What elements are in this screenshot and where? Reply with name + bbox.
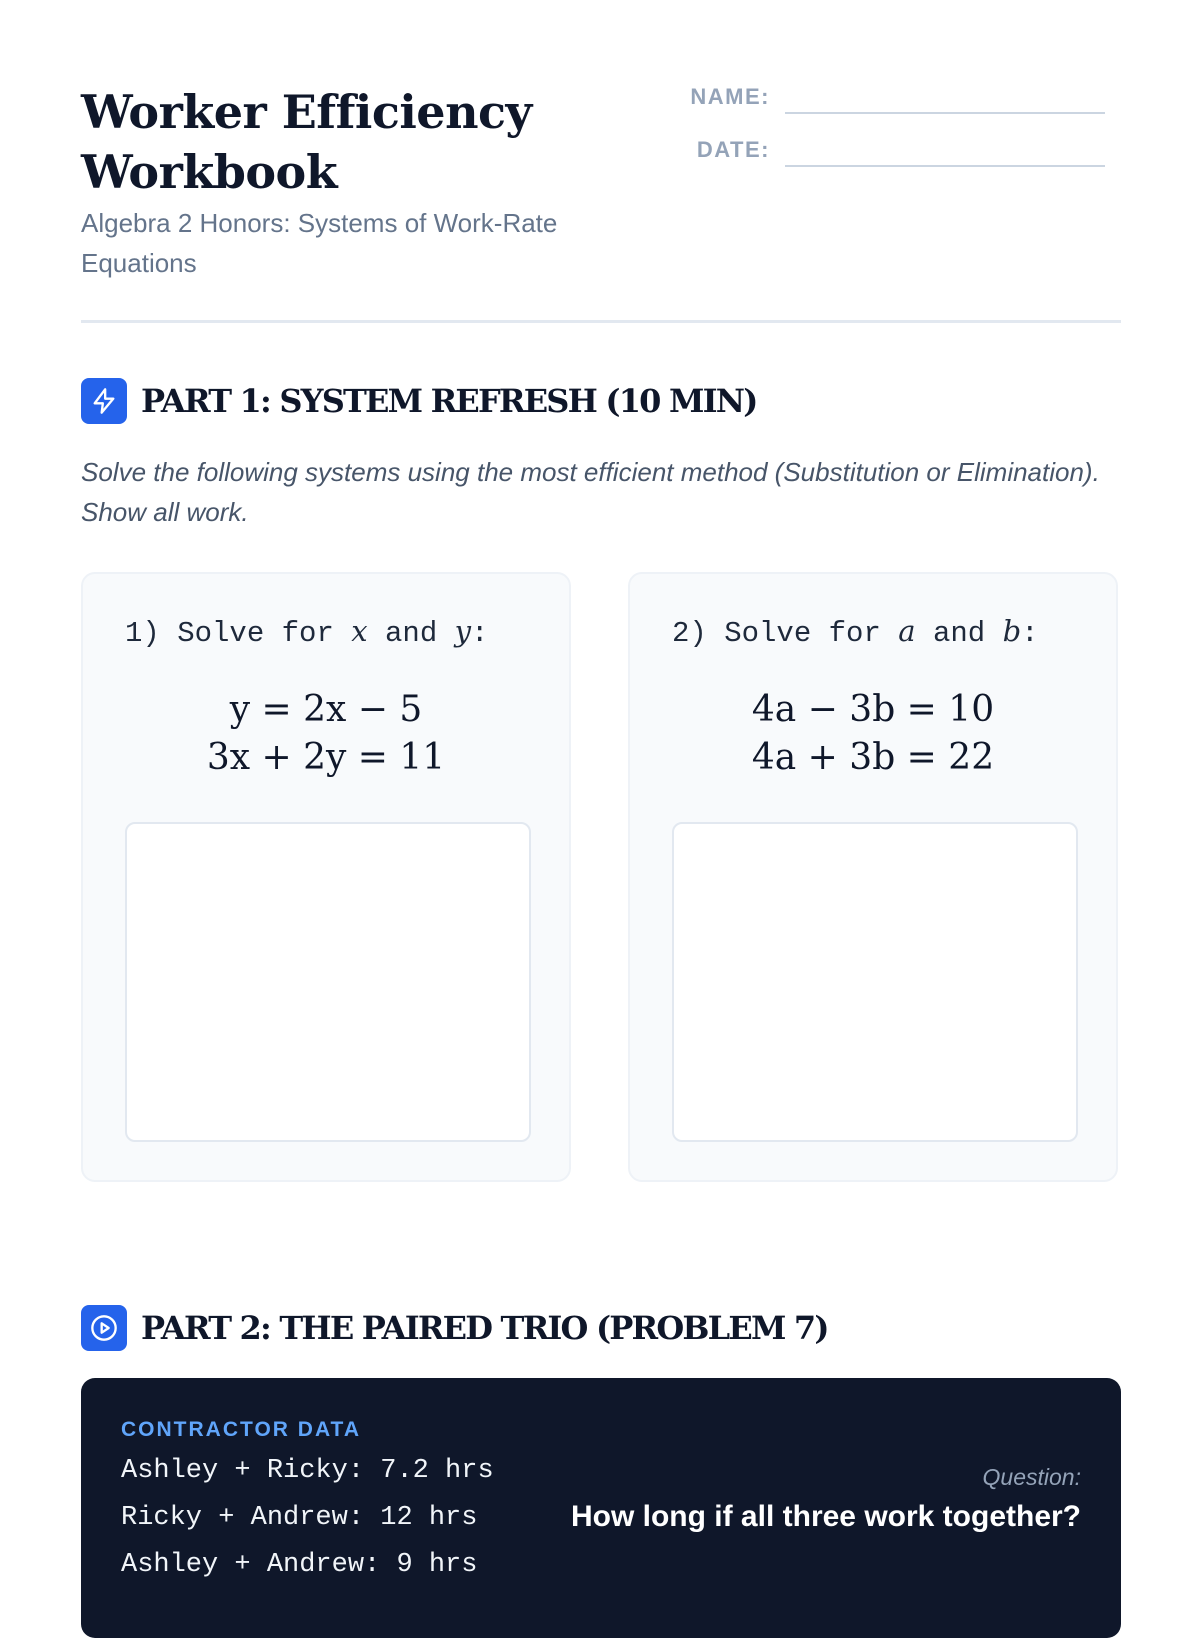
page-subtitle: Algebra 2 Honors: Systems of Work-Rate Equations — [81, 208, 558, 278]
date-field — [670, 137, 1105, 163]
part2-title: PART 2: THE PAIRED TRIO (PROBLEM 7) — [141, 1309, 828, 1347]
part1-heading — [81, 378, 757, 424]
date-line — [785, 165, 1105, 167]
date-label: DATE: — [696, 137, 770, 162]
data-line: Ashley + Ricky: 7.2 hrs — [121, 1456, 494, 1486]
contractor-data-panel — [81, 1378, 1121, 1638]
part2-heading — [81, 1305, 828, 1351]
problem-card-2 — [628, 572, 1118, 1182]
equation: y = 2x − 5 — [229, 689, 423, 730]
problem-number: 2) — [672, 617, 707, 650]
prompt-text: Solve for — [177, 617, 334, 650]
data-line: Ashley + Andrew: 9 hrs — [121, 1550, 478, 1580]
data-label: CONTRACTOR DATA — [121, 1418, 361, 1441]
variable-2: b — [1002, 614, 1022, 648]
prompt-colon: : — [1021, 617, 1039, 650]
equation: 4a − 3b = 10 — [751, 689, 995, 730]
play-circle-icon — [81, 1305, 127, 1351]
prompt-connector: and — [932, 617, 986, 650]
question-text: How long if all three work together? — [570, 1500, 1081, 1533]
variable-2: y — [454, 614, 472, 648]
name-field — [670, 84, 1105, 110]
variable-1: a — [898, 614, 916, 648]
work-area-1[interactable] — [125, 822, 531, 1142]
variable-1: x — [351, 614, 368, 648]
page-title: Worker Efficiency Workbook — [81, 85, 532, 199]
equation: 4a + 3b = 22 — [751, 737, 995, 778]
part1-title: PART 1: SYSTEM REFRESH (10 MIN) — [141, 382, 757, 420]
problem-1-prompt — [125, 614, 488, 650]
problem-1-equations — [83, 686, 569, 782]
name-label: NAME: — [690, 84, 770, 109]
lightning-icon — [81, 378, 127, 424]
header-divider — [81, 320, 1121, 323]
problem-number: 1) — [125, 617, 160, 650]
prompt-text: Solve for — [724, 617, 881, 650]
prompt-connector: and — [385, 617, 438, 650]
question-label: Question: — [982, 1464, 1081, 1490]
data-line: Ricky + Andrew: 12 hrs — [121, 1503, 478, 1533]
problem-2-equations — [630, 686, 1116, 782]
equation: 3x + 2y = 11 — [206, 737, 446, 778]
name-line — [785, 112, 1105, 114]
problem-card-1 — [81, 572, 571, 1182]
problem-2-prompt — [672, 614, 1039, 650]
prompt-colon: : — [471, 617, 489, 650]
work-area-2[interactable] — [672, 822, 1078, 1142]
part1-instructions: Solve the following systems using the most efficient method (Substitution or Elimination). Show all work. — [81, 457, 1100, 527]
